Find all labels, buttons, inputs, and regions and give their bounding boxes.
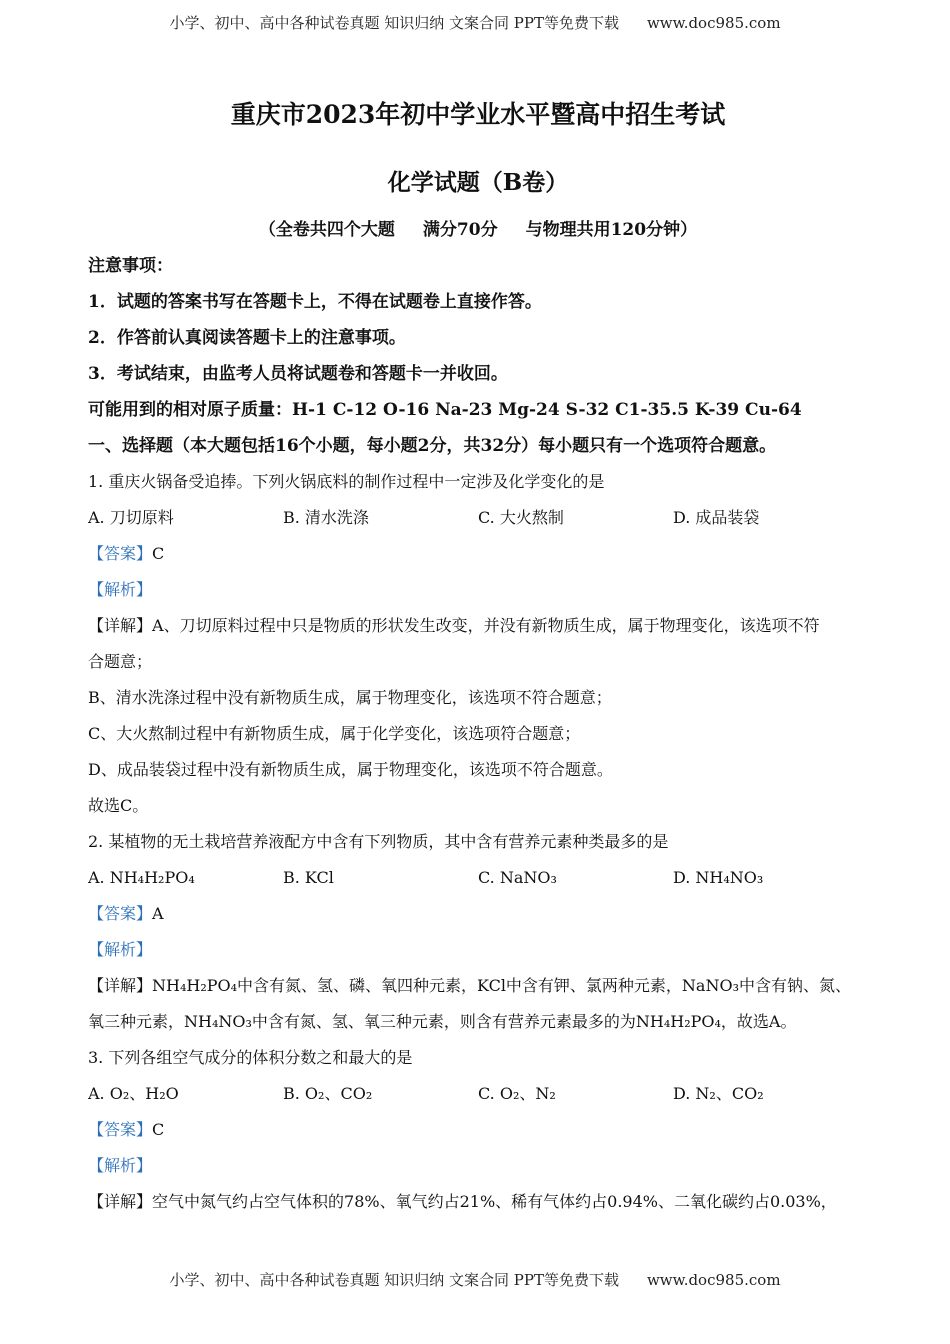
note-2: 2．作答前认真阅读答题卡上的注意事项。	[88, 328, 406, 348]
answer-value: C	[152, 1120, 165, 1139]
question-1-options	[88, 500, 868, 536]
question-2-stem: 2. 某植物的无土栽培营养液配方中含有下列物质，其中含有营养元素种类最多的是	[88, 832, 669, 851]
option-b: B. O₂、CO₂	[283, 1084, 373, 1103]
detail-tag: 【详解】	[88, 976, 153, 995]
option-c: C. NaNO₃	[478, 868, 557, 887]
detail-line: B、清水洗涤过程中没有新物质生成，属于物理变化，该选项不符合题意；	[88, 688, 612, 707]
option-c: C. 大火熬制	[478, 508, 564, 527]
analysis-tag: 【解析】	[88, 940, 153, 959]
option-a: A. 刀切原料	[88, 508, 174, 527]
exam-info	[88, 212, 868, 248]
atomic-masses: 可能用到的相对原子质量：H-1 C-12 O-16 Na-23 Mg-24 S-32 C1-35.5 K-39 Cu-64	[88, 400, 802, 420]
option-b: B. 清水洗涤	[283, 508, 369, 527]
answer-tag: 【答案】	[88, 544, 153, 563]
detail-line	[88, 968, 868, 1004]
detail-text: 空气中氮气约占空气体积的78%、氧气约占21%、稀有气体约占0.94%、二氧化碳约占0.03%，	[152, 1192, 837, 1211]
detail-tag: 【详解】	[88, 1192, 153, 1211]
page-title: 重庆市2023年初中学业水平暨高中招生考试	[230, 100, 726, 129]
header-url[interactable]: www.doc985.com	[646, 14, 781, 32]
option-d: D. NH₄NO₃	[673, 868, 764, 887]
exam-info-c: 与物理共用120分钟）	[525, 220, 698, 240]
document-body	[88, 92, 868, 1220]
detail-line	[88, 608, 868, 644]
question-3-options	[88, 1076, 868, 1112]
detail-line	[88, 1184, 868, 1220]
page-footer	[0, 1269, 950, 1290]
option-a: A. O₂、H₂O	[88, 1084, 179, 1103]
detail-text: A、刀切原料过程中只是物质的形状发生改变，并没有新物质生成，属于物理变化，该选项不符	[152, 616, 820, 635]
analysis-line	[88, 1148, 868, 1184]
notes-heading: 注意事项：	[88, 256, 173, 276]
detail-text: NH₄H₂PO₄中含有氮、氢、磷、氧四种元素，KCl中含有钾、氯两种元素，NaNO₃中含有钠、氮、	[152, 976, 852, 995]
option-a: A. NH₄H₂PO₄	[88, 868, 195, 887]
detail-tag: 【详解】	[88, 616, 153, 635]
answer-value: A	[152, 904, 164, 923]
section-heading: 一、选择题（本大题包括16个小题，每小题2分，共32分）每小题只有一个选项符合题意。	[88, 436, 777, 456]
analysis-line	[88, 932, 868, 968]
option-d: D. N₂、CO₂	[673, 1084, 764, 1103]
note-1: 1．试题的答案书写在答题卡上，不得在试题卷上直接作答。	[88, 292, 542, 312]
exam-info-b: 满分70分	[422, 220, 498, 240]
analysis-tag: 【解析】	[88, 1156, 153, 1175]
page-header	[0, 12, 950, 33]
answer-value: C	[152, 544, 165, 563]
question-3-stem: 3. 下列各组空气成分的体积分数之和最大的是	[88, 1048, 413, 1067]
option-c: C. O₂、N₂	[478, 1084, 556, 1103]
answer-tag: 【答案】	[88, 904, 153, 923]
detail-line: 故选C。	[88, 796, 149, 815]
footer-text: 小学、初中、高中各种试卷真题 知识归纳 文案合同 PPT等免费下载	[169, 1271, 619, 1289]
question-1-stem: 1. 重庆火锅备受追捧。下列火锅底料的制作过程中一定涉及化学变化的是	[88, 472, 605, 491]
analysis-line	[88, 572, 868, 608]
detail-line: D、成品装袋过程中没有新物质生成，属于物理变化，该选项不符合题意。	[88, 760, 613, 779]
footer-url[interactable]: www.doc985.com	[646, 1271, 781, 1289]
option-d: D. 成品装袋	[673, 508, 760, 527]
detail-line: 氧三种元素，NH₄NO₃中含有氮、氢、氧三种元素，则含有营养元素最多的为NH₄H₂PO₄，故选A。	[88, 1012, 797, 1031]
detail-line: C、大火熬制过程中有新物质生成，属于化学变化，该选项符合题意；	[88, 724, 581, 743]
header-text: 小学、初中、高中各种试卷真题 知识归纳 文案合同 PPT等免费下载	[169, 14, 619, 32]
question-2-options	[88, 860, 868, 896]
detail-line: 合题意；	[88, 652, 153, 671]
answer-line	[88, 896, 868, 932]
page-subtitle: 化学试题（B卷）	[387, 169, 569, 196]
exam-info-a: （全卷共四个大题	[258, 220, 395, 240]
note-3: 3．考试结束，由监考人员将试题卷和答题卡一并收回。	[88, 364, 508, 384]
answer-line	[88, 1112, 868, 1148]
answer-line	[88, 536, 868, 572]
option-b: B. KCl	[283, 868, 334, 887]
answer-tag: 【答案】	[88, 1120, 153, 1139]
analysis-tag: 【解析】	[88, 580, 153, 599]
